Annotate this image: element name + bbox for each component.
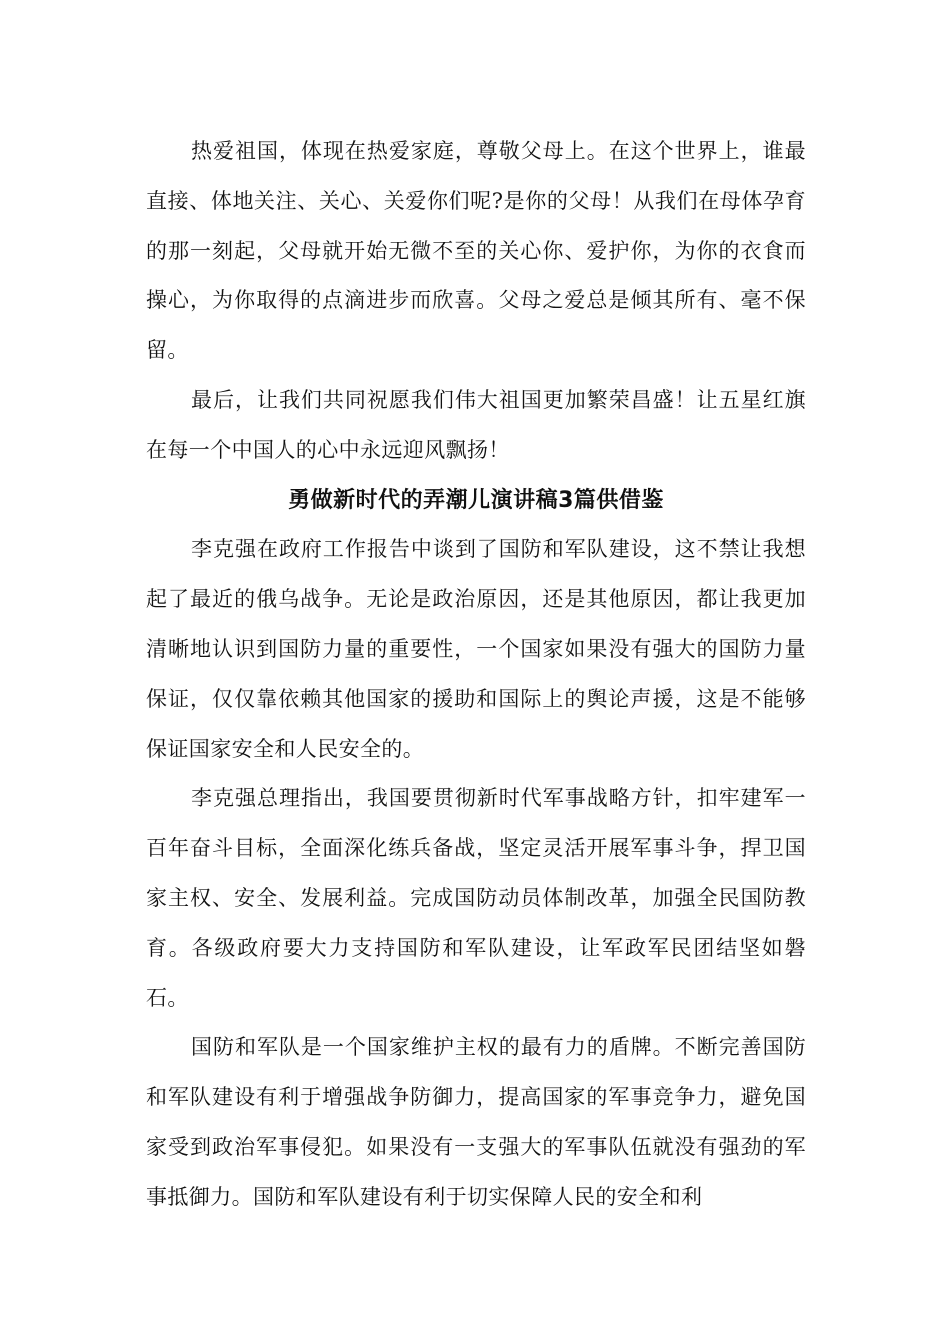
intro-paragraph-2: 最后，让我们共同祝愿我们伟大祖国更加繁荣昌盛！让五星红旗在每一个中国人的心中永远迎风飘扬！ bbox=[146, 387, 806, 462]
body-paragraph-3: 国防和军队是一个国家维护主权的最有力的盾牌。不断完善国防和军队建设有利于增强战争防御力，提高国家的军事竞争力，避免国家受到政治军事侵犯。如果没有一支强大的军事队伍就没有强劲的军事抵御力。国防和军队建设有利于切实保障人民的安全和利 bbox=[146, 1035, 806, 1209]
intro-paragraph-1: 热爱祖国，体现在热爱家庭，尊敬父母上。在这个世界上，谁最直接、体地关注、关心、关爱你们呢?是你的父母！从我们在母体孕育的那一刻起，父母就开始无微不至的关心你、爱护你，为你的衣食而操心，为你取得的点滴进步而欣喜。父母之爱总是倾其所有、毫不保留。 bbox=[146, 139, 806, 363]
body-paragraph-2: 李克强总理指出，我国要贯彻新时代军事战略方针，扣牢建军一百年奋斗目标，全面深化练兵备战，坚定灵活开展军事斗争，捍卫国家主权、安全、发展利益。完成国防动员体制改革，加强全民国防教育。各级政府要大力支持国防和军队建设，让军政军民团结坚如磐石。 bbox=[146, 786, 806, 1010]
body-paragraph-1: 李克强在政府工作报告中谈到了国防和军队建设，这不禁让我想起了最近的俄乌战争。无论是政治原因，还是其他原因，都让我更加清晰地认识到国防力量的重要性，一个国家如果没有强大的国防力量保证，仅仅靠依赖其他国家的援助和国际上的舆论声援，这是不能够保证国家安全和人民安全的。 bbox=[146, 537, 806, 761]
document-page bbox=[146, 127, 806, 1223]
section-title: 勇做新时代的弄潮儿演讲稿3篇供借鉴 bbox=[288, 487, 664, 513]
